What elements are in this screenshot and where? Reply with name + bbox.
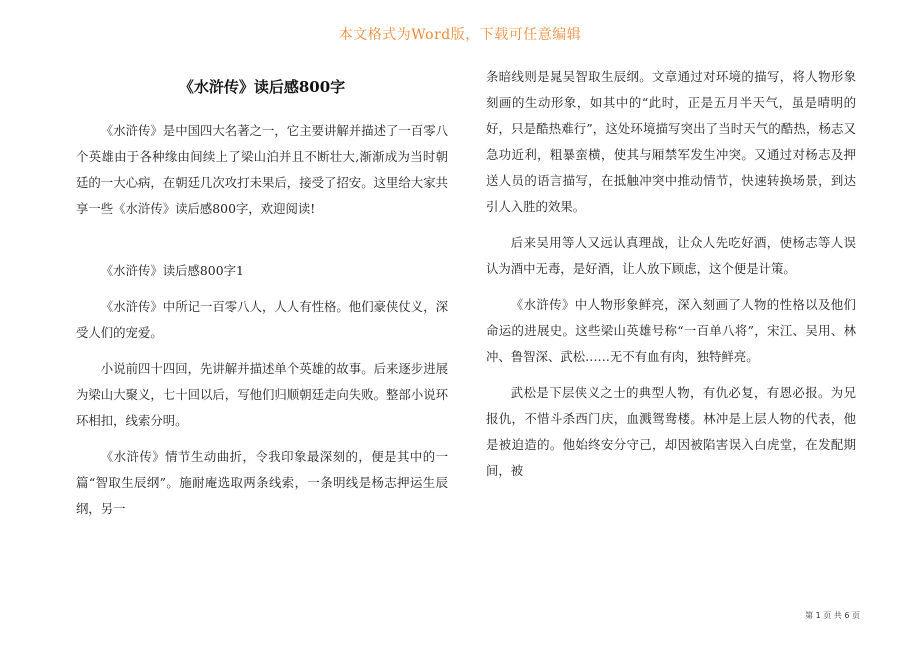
page-number: 第 1 页 共 6 页 [805, 611, 860, 620]
word-format-banner: 本文格式为Word版，下载可任意编辑 [338, 27, 582, 43]
left-column [76, 118, 448, 532]
right-column [486, 64, 856, 494]
intro-paragraph: 《水浒传》是中国四大名著之一，它主要讲解并描述了一百零八个英雄由于各种缘由间续上了梁山泊并且不断壮大,渐渐成为当时朝廷的一大心病，在朝廷几次攻打未果后，接受了招安。这里给大家共享一些《水浒传》读后感800字，欢迎阅读! [76, 123, 448, 216]
body-paragraph: 《水浒传》中人物形象鲜亮，深入刻画了人物的性格以及他们命运的进展史。这些梁山英雄号称“一百单八将”，宋江、吴用、林冲、鲁智深、武松……无不有血有肉，独特鲜亮。 [486, 297, 856, 364]
body-paragraph: 武松是下层侠义之士的典型人物，有仇必复，有恩必报。为兄报仇，不惜斗杀西门庆，血溅鸳鸯楼。林冲是上层人物的代表，他是被迫造的。他始终安分守己，却因被陷害误入白虎堂，在发配期间，被 [486, 385, 856, 478]
body-paragraph: 《水浒传》情节生动曲折，令我印象最深刻的，便是其中的一篇“智取生辰纲”。施耐庵选取两条线索，一条明线是杨志押运生辰纲，另一 [76, 449, 448, 516]
section-heading: 《水浒传》读后感800字1 [100, 263, 244, 278]
page-title: 《水浒传》读后感800字 [178, 78, 346, 96]
body-paragraph: 后来吴用等人又远认真理战，让众人先吃好酒，使杨志等人误认为酒中无毒，是好酒，让人放下顾虑，这个便是计策。 [486, 235, 856, 276]
body-paragraph: 《水浒传》中所记一百零八人，人人有性格。他们豪侠仗义，深受人们的宠爱。 [76, 299, 448, 340]
body-paragraph: 小说前四十四回，先讲解并描述单个英雄的故事。后来逐步进展为梁山大聚义，七十回以后，写他们归顺朝廷走向失败。整部小说环环相扣，线索分明。 [76, 361, 448, 428]
continued-paragraph: 条暗线则是晁吴智取生辰纲。文章通过对环境的描写，将人物形象刻画的生动形象，如其中的“此时，正是五月半天气，虽是晴明的好，只是酷热难行”，这处环境描写突出了当时天气的酷热，杨志又急功近利，粗暴蛮横，使其与厢禁军发生冲突。又通过对杨志及押送人员的语言描写，在抵触冲突中推动情节，快速转换场景，到达引人入胜的效果。 [486, 69, 856, 214]
